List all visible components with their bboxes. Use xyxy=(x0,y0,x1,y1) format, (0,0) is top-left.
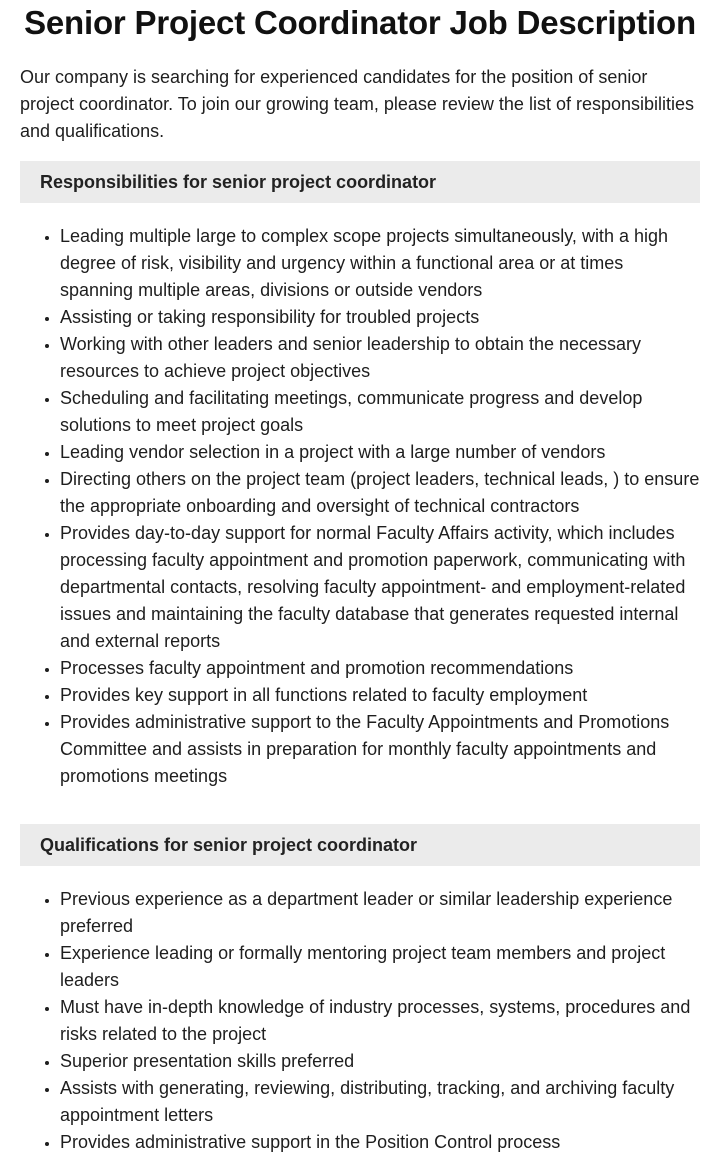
list-item: • Experience leading or formally mentoring project team members and project leaders xyxy=(60,940,700,994)
list-item: • Leading vendor selection in a project with a large number of vendors xyxy=(60,439,700,466)
list-item: • Must have in-depth knowledge of industry processes, systems, procedures and risks related to the project xyxy=(60,994,700,1048)
list-item: • Processes faculty appointment and promotion recommendations xyxy=(60,655,700,682)
list-item: • Superior presentation skills preferred xyxy=(60,1048,700,1075)
list-item: • Leading multiple large to complex scope projects simultaneously, with a high degree of risk, visibility and urgency within a functional area or at times spanning multiple areas, divisions or outside vendors xyxy=(60,223,700,304)
intro-paragraph: Our company is searching for experienced candidates for the position of senior project coordinator. To join our growing team, please review the list of responsibilities and qualifications. xyxy=(20,67,695,141)
page-title: Senior Project Coordinator Job Description xyxy=(24,4,696,41)
responsibilities-heading: Responsibilities for senior project coordinator xyxy=(20,161,700,203)
list-item: • Provides administrative support to the Faculty Appointments and Promotions Committee and assists in preparation for monthly faculty appointments and promotions meetings xyxy=(60,709,700,790)
list-item: • Working with other leaders and senior leadership to obtain the necessary resources to achieve project objectives xyxy=(60,331,700,385)
list-item: • Previous experience as a department leader or similar leadership experience preferred xyxy=(60,886,700,940)
qualifications-heading: Qualifications for senior project coordinator xyxy=(20,824,700,866)
qualifications-list xyxy=(20,886,700,1156)
list-item: • Provides administrative support in the Position Control process xyxy=(60,1129,700,1156)
list-item: • Provides key support in all functions related to faculty employment xyxy=(60,682,700,709)
list-item: • Scheduling and facilitating meetings, communicate progress and develop solutions to meet project goals xyxy=(60,385,700,439)
responsibilities-list xyxy=(20,223,700,790)
list-item: • Provides day-to-day support for normal Faculty Affairs activity, which includes processing faculty appointment and promotion paperwork, communicating with departmental contacts, resolving faculty appointment- and employment-related issues and maintaining the faculty database that generates requested internal and external reports xyxy=(60,520,700,655)
list-item: • Assisting or taking responsibility for troubled projects xyxy=(60,304,700,331)
list-item: • Assists with generating, reviewing, distributing, tracking, and archiving faculty appointment letters xyxy=(60,1075,700,1129)
list-item: • Directing others on the project team (project leaders, technical leads, ) to ensure the appropriate onboarding and oversight of technical contractors xyxy=(60,466,700,520)
